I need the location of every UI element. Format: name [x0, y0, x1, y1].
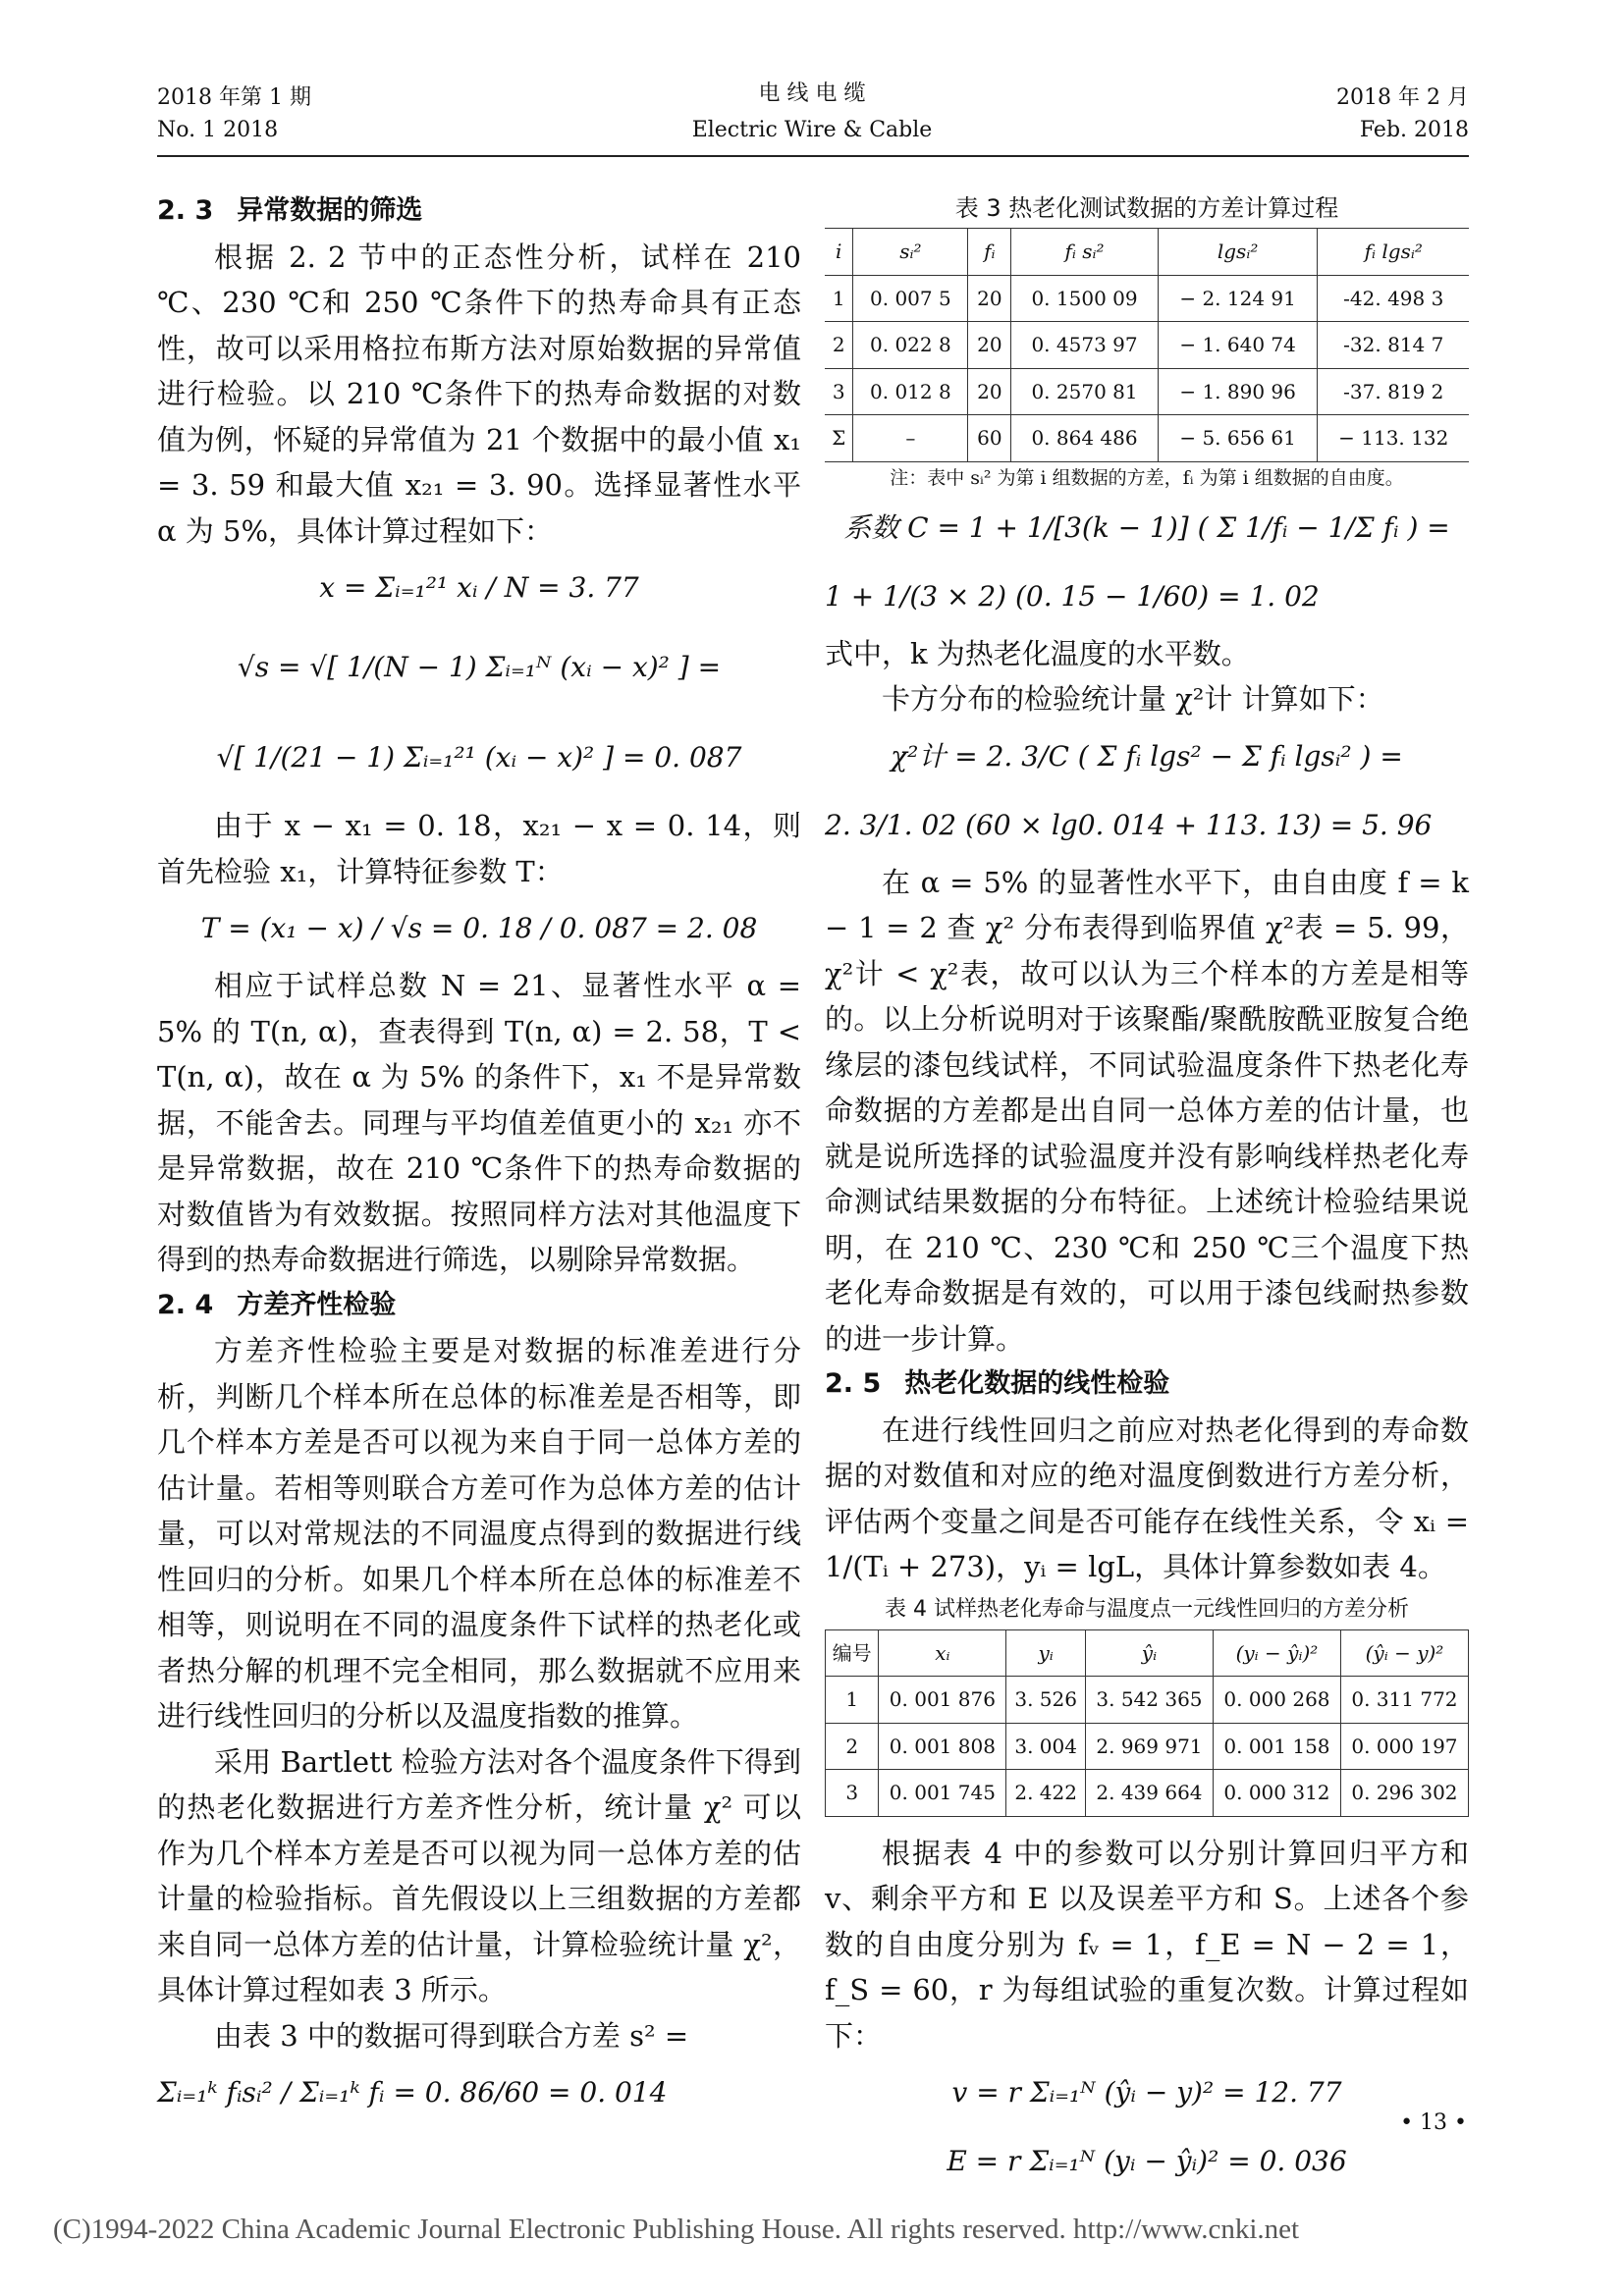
table3 — [825, 228, 1469, 462]
table-row: Σ – 60 0. 864 486 − 5. 656 61 − 113. 132 — [825, 415, 1469, 462]
paragraph-grubbs-intro: 根据 2. 2 节中的正态性分析，试样在 210 ℃、230 ℃和 250 ℃条件下的热寿命具有正态性，故可以采用格拉布斯方法对原始数据的异常值进行检验。以 210 ℃条件下的热寿命数据的对数值为例，怀疑的异常值为 21 个数据中的最小值 x₁ = 3. 59 和最大值 x₂₁ = 3. 90。选择显著性水平 α 为 5%，具体计算过程如下： — [157, 240, 801, 548]
table-row: 1 0. 007 5 20 0. 1500 09 − 2. 124 91 -42. 498 3 — [825, 275, 1469, 322]
paragraph-test-x1: 由于 x − x₁ = 0. 18，x₂₁ − x = 0. 14，则首先检验 x₁，计算特征参数 T： — [157, 809, 801, 888]
paragraph-grubbs-result: 相应于试样总数 N = 21、显著性水平 α = 5% 的 T(n, α)，查表得到 T(n, α) = 2. 58，T < T(n, α)，故在 α 为 5% 的条件下，x₁ 不是异常数据，不能舍去。同理与平均值差值更小的 x₂₁ 亦不是异常数据，故在 210 ℃条件下的热寿命数据的对数值皆为有效数据。按照同样方法对其他温度下得到的热寿命数据进行筛选，以剔除异常数据。 — [157, 969, 801, 1276]
paragraph-k-definition: 式中，k 为热老化温度的水平数。 — [825, 636, 1250, 670]
table-row: 3 0. 001 745 2. 422 2. 439 664 0. 000 312 0. 296 302 — [826, 1770, 1469, 1817]
table-row: 1 0. 001 876 3. 526 3. 542 365 0. 000 268 0. 311 772 — [826, 1677, 1469, 1724]
table-row: 2 0. 001 808 3. 004 2. 969 971 0. 001 158 0. 000 197 — [826, 1723, 1469, 1770]
paragraph-regression-sums: 根据表 4 中的参数可以分别计算回归平方和 v、剩余平方和 E 以及误差平方和 S。上述各个参数的自由度分别为 fᵥ = 1，f_E = N − 2 = 1，f_S = 60，r 为每组试验的重复次数。计算过程如下： — [825, 1836, 1469, 2053]
header-center-line1: 电 线 电 缆 — [758, 81, 866, 106]
section-2-5-heading: 2. 5 热老化数据的线性检验 — [825, 1368, 1170, 1399]
paragraph-chi-square-result: 在 α = 5% 的显著性水平下，由自由度 f = k − 1 = 2 查 χ² 分布表得到临界值 χ²表 = 5. 99，χ²计 < χ²表，故可以认为三个样本的方差是相等的。以上分析说明对于该聚酯/聚酰胺酰亚胺复合绝缘层的漆包线试样，不同试验温度条件下热老化寿命数据的方差都是出自同一总体方差的估计量，也就是说所选择的试验温度并没有影响线样热老化寿命测试结果数据的分布特征。上述统计检验结果说明，在 210 ℃、230 ℃和 250 ℃三个温度下热老化寿命数据是有效的，可以用于漆包线耐热参数的进一步计算。 — [825, 865, 1469, 1356]
header-right-line2: Feb. 2018 — [1359, 118, 1469, 142]
equation-pooled-variance: Σᵢ₌₁ᵏ fᵢsᵢ² / Σᵢ₌₁ᵏ fᵢ = 0. 86/60 = 0. 014 — [157, 2076, 668, 2109]
header-right-line1: 2018 年 2 月 — [1336, 85, 1469, 110]
left-column — [157, 188, 801, 2127]
table-row: 编号 xᵢ yᵢ ŷᵢ (yᵢ − ŷᵢ)² (ŷᵢ − y)² — [826, 1629, 1469, 1677]
header-left-line2: No. 1 2018 — [157, 118, 279, 142]
table4 — [825, 1629, 1469, 1817]
section-2-4-heading: 2. 4 方差齐性检验 — [157, 1289, 397, 1320]
table-row: i sᵢ² fᵢ fᵢ sᵢ² lgsᵢ² fᵢ lgsᵢ² — [825, 229, 1469, 276]
equation-residual-e: E = r Σᵢ₌₁ᴺ (yᵢ − ŷᵢ)² = 0. 036 — [947, 2145, 1347, 2177]
paragraph-bartlett: 采用 Bartlett 检验方法对各个温度条件下得到的热老化数据进行方差齐性分析，统计量 χ² 可以作为几个样本方差是否可以视为同一总体方差的估计量的检验指标。首先假设以上三组数据的方差都来自同一总体方差的估计量，计算检验统计量 χ²，具体计算过程如表 3 所示。 — [157, 1744, 801, 2006]
equation-regression-v: v = r Σᵢ₌₁ᴺ (ŷᵢ − y)² = 12. 77 — [951, 2076, 1342, 2109]
page-number: • 13 • — [1400, 2110, 1467, 2135]
section-2-3-heading: 2. 3 异常数据的筛选 — [157, 195, 423, 226]
table3-caption: 表 3 热老化测试数据的方差计算过程 — [954, 194, 1339, 222]
table4-caption: 表 4 试样热老化寿命与温度点一元线性回归的方差分析 — [885, 1596, 1409, 1622]
equation-std-general: √s = √[ 1/(N − 1) Σᵢ₌₁ᴺ (xᵢ − x)² ] = — [237, 651, 722, 683]
paragraph-chi-square-intro: 卡方分布的检验统计量 χ²计 计算如下： — [882, 682, 1384, 716]
equation-std-value: √[ 1/(21 − 1) Σᵢ₌₁²¹ (xᵢ − x)² ] = 0. 087 — [216, 741, 742, 774]
equation-chi-square: χ²计 = 2. 3/C ( Σ fᵢ lgs² − Σ fᵢ lgsᵢ² ) = — [891, 739, 1403, 773]
table3-note: 注：表中 sᵢ² 为第 i 组数据的方差，fᵢ 为第 i 组数据的自由度。 — [890, 466, 1404, 489]
header-rule — [157, 155, 1469, 157]
equation-chi-square-value: 2. 3/1. 02 (60 × lg0. 014 + 113. 13) = 5. 96 — [825, 808, 1433, 841]
paragraph-homogeneity: 方差齐性检验主要是对数据的标准差进行分析，判断几个样本所在总体的标准差是否相等，即几个样本方差是否可以视为来自于同一总体方差的估计量。若相等则联合方差可作为总体方差的估计量，可以对常规法的不同温度点得到的数据进行线性回归的分析。如果几个样本所在总体的标准差不相等，则说明在不同的温度条件下试样的热老化或者热分解的机理不完全相同，那么数据就不应用来进行线性回归的分析以及温度指数的推算。 — [157, 1334, 801, 1733]
header-left-line1: 2018 年第 1 期 — [157, 85, 311, 110]
table-row: 2 0. 022 8 20 0. 4573 97 − 1. 640 74 -32. 814 7 — [825, 322, 1469, 369]
paragraph-linearity: 在进行线性回归之前应对热老化得到的寿命数据的对数值和对应的绝对温度倒数进行方差分析，评估两个变量之间是否可能存在线性关系，令 xᵢ = 1/(Tᵢ + 273)，yᵢ = lgL，具体计算参数如表 4。 — [825, 1413, 1469, 1583]
header-center-line2: Electric Wire & Cable — [691, 118, 933, 142]
equation-t-statistic: T = (x₁ − x) / √s = 0. 18 / 0. 087 = 2. 08 — [200, 912, 758, 944]
paragraph-pooled-variance: 由表 3 中的数据可得到联合方差 s² = — [214, 2018, 689, 2053]
equation-mean: x = Σᵢ₌₁²¹ xᵢ / N = 3. 77 — [319, 571, 639, 604]
equation-coefficient-c-value: 1 + 1/(3 × 2) (0. 15 − 1/60) = 1. 02 — [825, 579, 1320, 613]
equation-coefficient-c: 系数 C = 1 + 1/[3(k − 1)] ( Σ 1/fᵢ − 1/Σ fᵢ ) = — [843, 510, 1450, 544]
copyright-footer: (C)1994-2022 China Academic Journal Electronic Publishing House. All rights reserved. http://www.cnki.net — [53, 2214, 1300, 2245]
table-row: 3 0. 012 8 20 0. 2570 81 − 1. 890 96 -37. 819 2 — [825, 368, 1469, 415]
right-column — [825, 188, 1469, 2196]
